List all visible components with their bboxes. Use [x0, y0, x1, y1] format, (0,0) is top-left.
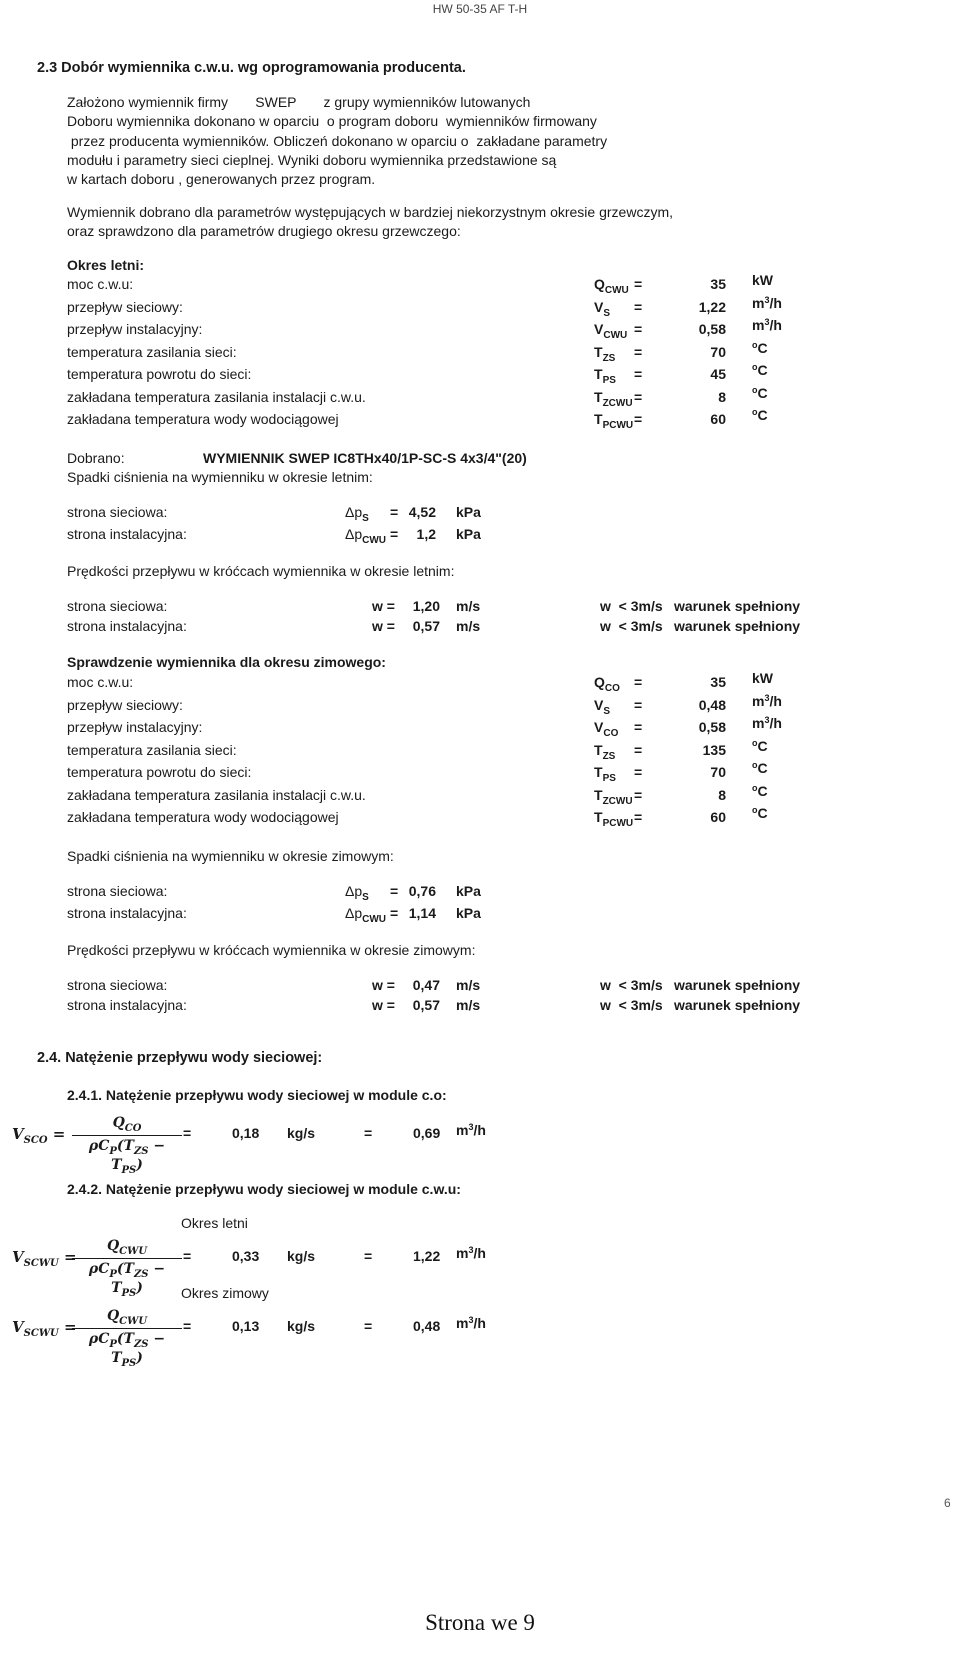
- pressure-equals: =: [390, 526, 399, 542]
- param-unit: $m^3/h$: [752, 317, 782, 333]
- formula-equals: =: [183, 1318, 192, 1334]
- velocity-value: 0,57: [412, 997, 440, 1013]
- formula-value-m3h: 0,48: [413, 1318, 441, 1334]
- param-unit: kW: [752, 670, 773, 686]
- formula-unit-m3h: $m^3/h$: [456, 1245, 486, 1261]
- param-value: 135: [702, 741, 726, 758]
- fraction-bar: [72, 1258, 182, 1259]
- param-symbol: $V_{CWU}$: [594, 321, 628, 341]
- param-label: temperatura powrotu do sieci:: [67, 764, 252, 780]
- velocity-status: warunek spełniony: [674, 977, 801, 993]
- velocity-check: w < 3m/s: [600, 997, 663, 1013]
- pressure-equals: =: [390, 883, 399, 899]
- formula-unit-kgs: kg/s: [287, 1318, 316, 1334]
- intro-line: w kartach doboru , generowanych przez program.: [67, 171, 376, 188]
- section-2-4-title: 2.4. Natężenie przepływu wody sieciowej:: [37, 1050, 323, 1066]
- formula-value-m3h: 1,22: [413, 1248, 441, 1264]
- intro2-line: oraz sprawdzono dla parametrów drugiego okresu grzewczego:: [67, 223, 461, 240]
- section-2-4-2-title: 2.4.2. Natężenie przepływu wody sieciowej w module c.w.u:: [67, 1181, 461, 1197]
- velocity-check: w < 3m/s: [600, 598, 663, 614]
- formula-value-kgs: 0,18: [232, 1125, 260, 1141]
- velocity-symbol: w =: [372, 618, 395, 634]
- param-unit: $^o$C: [752, 339, 768, 356]
- formula-equals: =: [183, 1248, 192, 1264]
- winter-heading: Sprawdzenie wymiennika dla okresu zimowego:: [67, 654, 386, 670]
- velocity-value: 0,47: [412, 977, 440, 993]
- pressure-unit: kPa: [456, 883, 481, 899]
- intro2-line: Wymiennik dobrano dla parametrów występujących w bardziej niekorzystnym okresie grzewczym,: [67, 204, 673, 220]
- formula-value-kgs: 0,13: [232, 1318, 260, 1334]
- pressure-label: strona instalacyjna:: [67, 905, 187, 921]
- param-label: zakładana temperatura wody wodociągowej: [67, 411, 339, 427]
- formula-denominator: $\rho C_P(T_{ZS} - T_{PS})$: [88, 1137, 166, 1176]
- formula-equals-2: =: [364, 1125, 373, 1141]
- param-unit: $^o$C: [752, 362, 768, 378]
- velocity-status: warunek spełniony: [674, 598, 801, 614]
- param-equals: =: [634, 719, 643, 735]
- param-value: 0,58: [698, 321, 726, 337]
- velocity-check: w < 3m/s: [600, 977, 663, 993]
- pressure-value: 1,2: [416, 526, 436, 542]
- formula-fraction: [72, 1115, 182, 1175]
- param-unit: $^o$C: [752, 737, 768, 754]
- param-unit: $^o$C: [752, 805, 768, 821]
- formula-value-m3h: 0,69: [413, 1125, 441, 1141]
- velocity-label: strona instalacyjna:: [67, 618, 187, 634]
- velocity-symbol: w =: [372, 598, 395, 614]
- summer-heading: Okres letni:: [67, 257, 145, 273]
- param-equals: =: [634, 696, 643, 713]
- formula-lhs: $V_{SCWU}$ =: [12, 1248, 77, 1269]
- formula-unit-kgs: kg/s: [287, 1248, 316, 1264]
- param-equals: =: [634, 298, 643, 315]
- param-value: 8: [718, 786, 726, 803]
- formula-numerator: $Q_{CO}$: [112, 1115, 142, 1134]
- formula-numerator: $Q_{CWU}$: [106, 1238, 148, 1257]
- param-label: zakładana temperatura zasilania instalacji c.w.u.: [67, 388, 366, 405]
- param-value: 60: [710, 809, 726, 825]
- formula-equals-2: =: [364, 1318, 373, 1334]
- formula-numerator: $Q_{CWU}$: [106, 1308, 148, 1327]
- winter-pressure-heading: Spadki ciśnienia na wymienniku w okresie zimowym:: [67, 848, 394, 864]
- intro-line: modułu i parametry sieci cieplnej. Wyniki doboru wymiennika przedstawione są: [67, 151, 557, 168]
- param-value: 45: [710, 366, 726, 382]
- section-2-4-1-title: 2.4.1. Natężenie przepływu wody sieciowej w module c.o:: [67, 1087, 447, 1103]
- param-label: przepływ instalacyjny:: [67, 719, 203, 735]
- formula-equals-2: =: [364, 1248, 373, 1264]
- param-equals: =: [634, 741, 643, 758]
- intro-paragraph: [67, 93, 607, 189]
- param-symbol: $T_{PCWU}$: [594, 809, 634, 829]
- param-label: temperatura zasilania sieci:: [67, 741, 237, 758]
- param-symbol: $V_{CO}$: [594, 719, 619, 739]
- page-number: 6: [944, 1496, 951, 1510]
- param-label: temperatura zasilania sieci:: [67, 343, 237, 360]
- param-unit: $^o$C: [752, 407, 768, 423]
- param-unit: $m^3/h$: [752, 715, 782, 731]
- winter-velocity-heading: Prędkości przepływu w króćcach wymiennika w okresie zimowym:: [67, 942, 476, 958]
- velocity-symbol: w =: [372, 997, 395, 1013]
- param-label: temperatura powrotu do sieci:: [67, 366, 252, 382]
- velocity-value: 0,57: [412, 618, 440, 634]
- param-symbol: $T_{ZS}$: [594, 741, 616, 762]
- formula-value-kgs: 0,33: [232, 1248, 260, 1264]
- param-unit: $m^3/h$: [752, 692, 782, 709]
- intro-line: Założono wymiennik firmy SWEP z grupy wymienników lutowanych: [67, 94, 531, 110]
- param-symbol: $T_{ZCWU}$: [594, 388, 633, 409]
- param-value: 0,58: [698, 719, 726, 735]
- velocity-status: warunek spełniony: [674, 997, 801, 1013]
- formula-lhs: $V_{SCWU}$ =: [12, 1318, 77, 1339]
- param-equals: =: [634, 366, 643, 382]
- param-equals: =: [634, 786, 643, 803]
- velocity-status: warunek spełniony: [674, 618, 801, 634]
- pressure-equals: =: [390, 905, 399, 921]
- param-value: 1,22: [698, 298, 726, 315]
- param-equals: =: [634, 276, 643, 292]
- param-value: 70: [710, 764, 726, 780]
- velocity-unit: m/s: [456, 598, 481, 614]
- pressure-equals: =: [390, 504, 399, 520]
- dobrano-label: Dobrano:: [67, 450, 125, 466]
- formula-fraction: [72, 1238, 182, 1298]
- pressure-value: 0,76: [408, 883, 436, 899]
- formula-denominator: $\rho C_P(T_{ZS} - T_{PS})$: [88, 1260, 166, 1299]
- param-label: moc c.w.u:: [67, 276, 134, 292]
- param-value: 8: [718, 388, 726, 405]
- formula-expression: [12, 1238, 172, 1299]
- fraction-bar: [72, 1328, 182, 1329]
- param-label: przepływ sieciowy:: [67, 298, 183, 315]
- formula-expression: [12, 1115, 172, 1176]
- summer-pressure-heading: Spadki ciśnienia na wymienniku w okresie letnim:: [67, 469, 373, 485]
- velocity-unit: m/s: [456, 977, 481, 993]
- param-symbol: $V_S$: [594, 298, 611, 319]
- param-symbol: $T_{PS}$: [594, 764, 616, 784]
- param-symbol: $Q_{CO}$: [594, 674, 620, 694]
- param-unit: $^o$C: [752, 782, 768, 799]
- param-label: zakładana temperatura wody wodociągowej: [67, 809, 339, 825]
- param-equals: =: [634, 411, 643, 427]
- pressure-unit: kPa: [456, 504, 481, 520]
- summer-velocity-heading: Prędkości przepływu w króćcach wymiennika w okresie letnim:: [67, 563, 455, 579]
- winter-period-label: Okres zimowy: [181, 1285, 269, 1301]
- param-symbol: $T_{PS}$: [594, 366, 616, 386]
- param-value: 70: [710, 343, 726, 360]
- dobrano-value: WYMIENNIK SWEP IC8THx40/1P-SC-S 4x3/4"(20): [203, 450, 527, 466]
- param-symbol: $T_{ZS}$: [594, 343, 616, 364]
- section-2-3-title: 2.3 Dobór wymiennika c.w.u. wg oprogramowania producenta.: [37, 60, 466, 76]
- velocity-label: strona sieciowa:: [67, 977, 168, 993]
- pressure-symbol: $\Delta p_S$: [345, 883, 369, 903]
- param-label: przepływ sieciowy:: [67, 696, 183, 713]
- param-symbol: $Q_{CWU}$: [594, 276, 629, 296]
- param-equals: =: [634, 809, 643, 825]
- param-unit: kW: [752, 272, 773, 288]
- formula-unit-m3h: $m^3/h$: [456, 1122, 486, 1138]
- param-symbol: $T_{ZCWU}$: [594, 786, 633, 807]
- formula-fraction: [72, 1308, 182, 1368]
- pressure-label: strona sieciowa:: [67, 883, 168, 899]
- param-equals: =: [634, 321, 643, 337]
- param-value: 0,48: [698, 696, 726, 713]
- param-value: 60: [710, 411, 726, 427]
- velocity-value: 1,20: [412, 598, 440, 614]
- velocity-label: strona instalacyjna:: [67, 997, 187, 1013]
- pressure-unit: kPa: [456, 526, 481, 542]
- fraction-bar: [72, 1135, 182, 1136]
- formula-equals: =: [183, 1125, 192, 1141]
- intro-line: przez producenta wymienników. Obliczeń dokonano w oparciu o zakładane parametry: [67, 132, 608, 149]
- param-value: 35: [710, 674, 726, 690]
- summer-period-label: Okres letni: [181, 1215, 248, 1231]
- param-label: moc c.w.u:: [67, 674, 134, 690]
- param-unit: $^o$C: [752, 760, 768, 776]
- param-label: zakładana temperatura zasilania instalacji c.w.u.: [67, 786, 366, 803]
- param-unit: $^o$C: [752, 384, 768, 401]
- pressure-label: strona sieciowa:: [67, 504, 168, 520]
- document-header: HW 50-35 AF T-H: [432, 2, 528, 16]
- pressure-unit: kPa: [456, 905, 481, 921]
- velocity-label: strona sieciowa:: [67, 598, 168, 614]
- param-value: 35: [710, 276, 726, 292]
- param-equals: =: [634, 764, 643, 780]
- pressure-value: 4,52: [408, 504, 436, 520]
- velocity-unit: m/s: [456, 997, 481, 1013]
- param-symbol: $V_S$: [594, 696, 611, 717]
- pressure-label: strona instalacyjna:: [67, 526, 187, 542]
- param-unit: $m^3/h$: [752, 294, 782, 311]
- param-equals: =: [634, 343, 643, 360]
- formula-unit-kgs: kg/s: [287, 1125, 316, 1141]
- velocity-check: w < 3m/s: [600, 618, 663, 634]
- param-symbol: $T_{PCWU}$: [594, 411, 634, 431]
- formula-expression: [12, 1308, 172, 1369]
- velocity-symbol: w =: [372, 977, 395, 993]
- param-equals: =: [634, 388, 643, 405]
- param-equals: =: [634, 674, 643, 690]
- formula-unit-m3h: $m^3/h$: [456, 1315, 486, 1331]
- formula-denominator: $\rho C_P(T_{ZS} - T_{PS})$: [88, 1330, 166, 1369]
- pressure-symbol: $\Delta p_S$: [345, 504, 369, 524]
- intro2-paragraph: [67, 203, 673, 242]
- param-label: przepływ instalacyjny:: [67, 321, 203, 337]
- pressure-value: 1,14: [408, 905, 436, 921]
- velocity-unit: m/s: [456, 618, 481, 634]
- intro-line: Doboru wymiennika dokonano w oparciu o program doboru wymienników firmowany: [67, 113, 597, 130]
- pressure-symbol: $\Delta p_{CWU}$: [345, 526, 387, 546]
- formula-lhs: $V_{SCO}$ =: [12, 1125, 66, 1146]
- page-footer: Strona we 9: [425, 1610, 535, 1635]
- pressure-symbol: $\Delta p_{CWU}$: [345, 905, 387, 925]
